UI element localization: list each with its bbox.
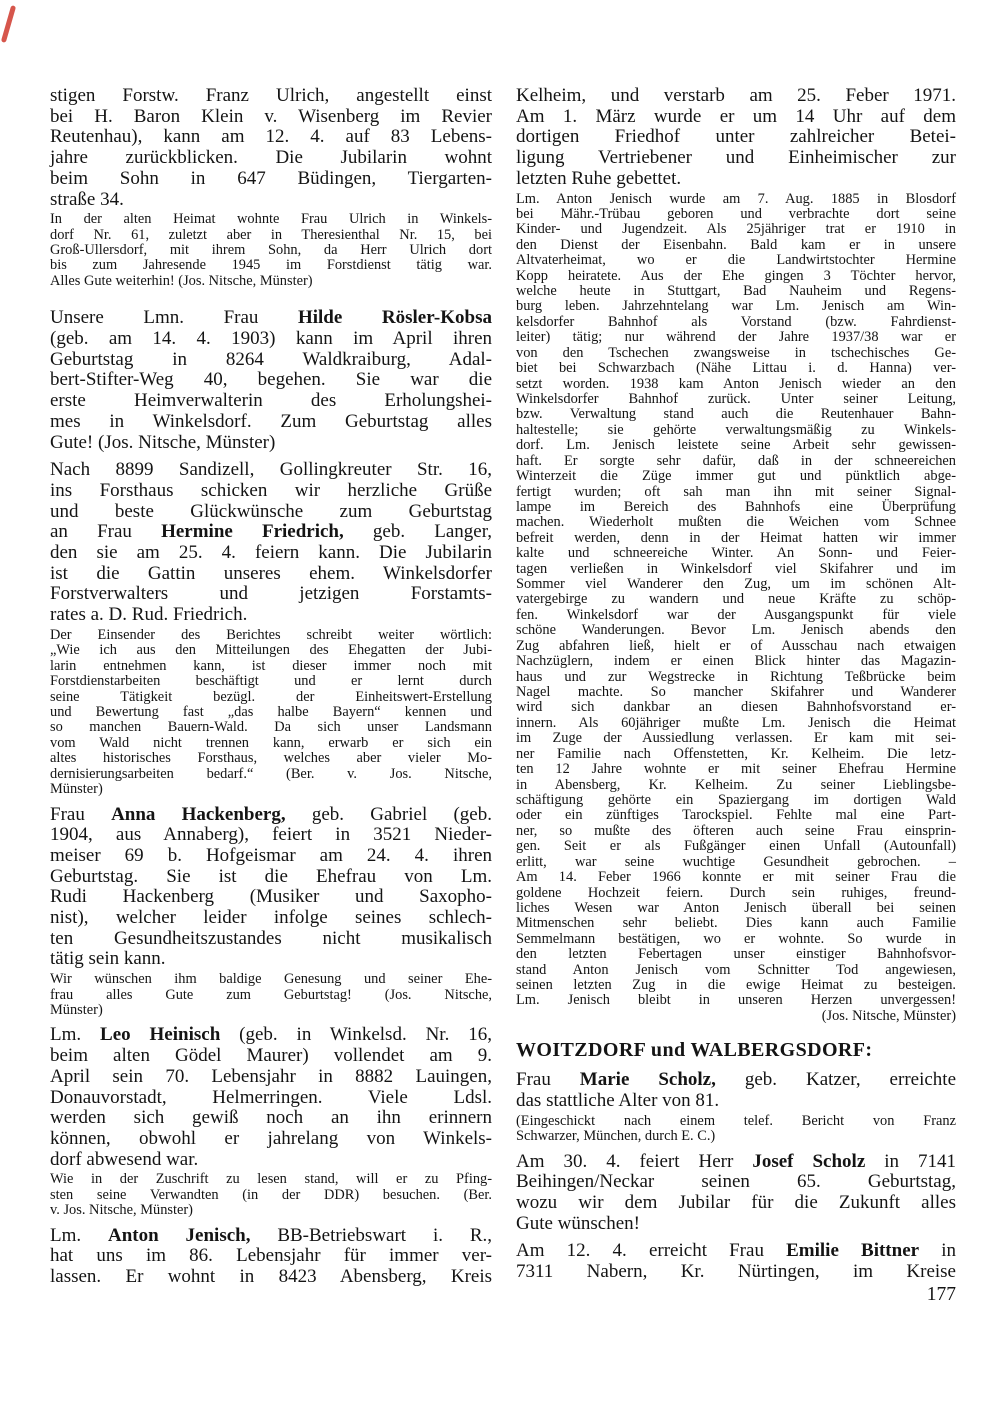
text-line: wozu wir dem Jubilar für die Zukunft alles	[516, 1191, 956, 1213]
text-line: schäftigung gehörte ein Spaziergang im dortigen Wald	[516, 791, 956, 808]
text-line: 7311 Nabern, Kr. Nürtingen, im Kreise	[516, 1261, 956, 1283]
text-line: Kelheim, und verstarb am 25. Feber 1971.	[516, 85, 956, 106]
text-line: mes in Winkelsdorf. Zum Geburtstag alles	[50, 410, 492, 432]
text-line: bis zum Jahresende 1945 im Forstdienst tätig war.	[50, 257, 492, 274]
text-line: tagen verließen in Winkelsdorf viel Skifahrer und im	[516, 560, 956, 577]
ulrich-note-fineprint	[50, 212, 492, 289]
text-line: ligung Vertriebener und Einheimischer zur	[516, 147, 956, 169]
text-line: befreit werden, denn in der Heimat hatten wir immer	[516, 529, 956, 546]
text-line: ner Familie nach Offenstetten, Kr. Kelheim. Die letz-	[516, 745, 956, 762]
text-line: machen. Wiederholt mußten die Weichen vom Schnee	[516, 514, 956, 531]
text-line: schöne Wanderungen. Bevor Lm. Jenisch abends den	[516, 622, 956, 639]
scholz-note-fineprint	[516, 1114, 956, 1145]
text-line: im Zuge der Aussiedlung verlassen. Er kam mit sei-	[516, 730, 956, 747]
text-line: v. Jos. Nitsche, Münster)	[50, 1202, 193, 1219]
text-line: Wir wünschen ihm baldige Genesung und seiner Ehe-	[50, 971, 492, 988]
josef-scholz-birthday-item	[516, 1152, 956, 1235]
hackenberg-birthday-item	[50, 805, 492, 971]
text-line: Rudi Hackenberg (Musiker und Saxopho-	[50, 886, 492, 908]
section-heading-woitzdorf	[516, 1038, 956, 1063]
text-line: Alles Gute weiterhin! (Jos. Nitsche, Münster)	[50, 272, 313, 289]
text-line: von den Tschechen zwangsweise in tschechisches Ge-	[516, 344, 956, 361]
text-line: Gute! (Jos. Nitsche, Münster)	[50, 431, 276, 453]
text-line: (geb. am 14. 4. 1903) kann im April ihren	[50, 328, 492, 350]
text-line: lampe im Bereich des Bahnhofs eine Überprüfung	[516, 498, 956, 515]
text-line: ner, so mußte des öfteren auch seine Frau einsprin-	[516, 822, 956, 839]
text-line: jahre zurückblicken. Die Jubilarin wohnt	[50, 147, 492, 169]
text-line: dorf. Lm. Jenisch leistete seine Arbeit sehr gewissen-	[516, 437, 956, 454]
text-line: Der Einsender des Berichtes schreibt weiter wörtlich:	[50, 626, 492, 643]
text-line: ten Gesundheitszustandes nicht musikalisch	[50, 927, 492, 949]
text-line: fen. Winkelsdorf war der Ausgangspunkt für viele	[516, 606, 956, 623]
heinisch-birthday-item	[50, 1025, 492, 1170]
text-line: Donauvorstadt, Helmerringen. Viele Ldsl.	[50, 1086, 492, 1108]
text-line: Lm. Jenisch bleibt in unseren Herzen unvergessen!	[516, 992, 956, 1009]
text-line: burg leben. Jahrzehntelang war Lm. Jenisch am Win-	[516, 298, 956, 315]
text-line: straße 34.	[50, 188, 124, 210]
text-line: stand Anton Jenisch vom Schnitter Tod angewiesen,	[516, 961, 956, 978]
heinisch-note-fineprint	[50, 1172, 492, 1218]
text-line: 1904, aus Annaberg), feiert in 3521 Nieder-	[50, 824, 492, 846]
text-line: welche heute in Stuttgart, Bad Nauheim und Regens-	[516, 283, 956, 300]
text-line: Gute wünschen!	[516, 1212, 640, 1234]
text-line: vom Wald nicht trennen kann, erwarb er sich ein	[50, 734, 492, 751]
text-line: sten seine Verwandten (in der DDR) besuchen. (Ber.	[50, 1186, 492, 1203]
text-line: vatergebirge zu wandern und neue Kräfte zu schöp-	[516, 591, 956, 608]
text-line: haltestelle; sie gehörte verwaltungsmäßig zu Winkels-	[516, 421, 956, 438]
text-line: kelsdorfer Bahnhof als Vorstand (bzw. Fahrdienst-	[516, 313, 956, 330]
text-line: fertigt wurden; oft sah man ihn mit seiner Signal-	[516, 483, 956, 500]
text-line: setzt worden. 1938 kam Anton Jenisch wieder an den	[516, 375, 956, 392]
text-line: ten 12 Jahre wohnte er mit seiner Ehefrau Hermine	[516, 761, 956, 778]
text-line: an Frau Hermine Friedrich, geb. Langer,	[50, 521, 493, 543]
page-number: 177	[926, 1284, 956, 1305]
text-line: haus und zur Wegstrecke in Richtung Teßbrücke beim	[516, 668, 956, 685]
text-line: Reutenhau), kann am 12. 4. auf 83 Lebens-	[50, 126, 492, 148]
text-line: Am 14. Feber 1966 konnte er mit seiner Frau die	[516, 869, 956, 886]
text-line: kalte und schneereiche Winter. An Sonn- und Feier-	[516, 545, 956, 562]
ulrich-anniversary-item	[50, 86, 492, 210]
text-line: stigen Forstw. Franz Ulrich, angestellt einst	[50, 85, 492, 106]
red-pen-mark	[1, 5, 16, 43]
text-line: das stattliche Alter von 81.	[516, 1090, 720, 1111]
text-line: bei Mähr.-Trübau geboren und verbrachte dort seine	[516, 205, 956, 222]
text-line: Unsere Lmn. Frau Hilde Rösler-Kobsa	[50, 307, 492, 329]
text-line: April sein 70. Lebensjahr in 8882 Lauingen,	[50, 1065, 492, 1087]
text-line: frau alles Gute zum Geburtstag! (Jos. Nitsche,	[50, 986, 492, 1003]
text-line: tätig sein kann.	[50, 948, 166, 970]
text-line: leiter) tätig; nur während der Jahre 1937/38 war er	[516, 329, 956, 346]
text-line: bei H. Baron Klein v. Wisenberg im Revier	[50, 105, 492, 127]
text-line: Münster)	[50, 1001, 103, 1018]
text-line: Nach 8899 Sandizell, Gollingkreuter Str. 16,	[50, 459, 492, 481]
text-line: dorf abwesend war.	[50, 1148, 199, 1170]
bittner-birthday-item	[516, 1241, 956, 1282]
text-line: Semmelmann bestätigen, wo er wohnte. So wurde in	[516, 930, 956, 947]
text-line: Kinder- und Jugendzeit. Als 25jähriger trat er 1910 in	[516, 221, 956, 238]
text-line: Lm. Anton Jenisch, BB-Betriebswart i. R.,	[50, 1224, 492, 1246]
text-line: den letzten Febertagen unser einstiger Bahnhofsvor-	[516, 946, 956, 963]
jenisch-obituary-continued	[516, 86, 956, 190]
text-line: rates a. D. Rud. Friedrich.	[50, 604, 248, 626]
text-line: seine Tätigkeit bezügl. der Einheitswert-Erstellung	[50, 688, 492, 705]
text-line: oder ein zünftiges Tarockspiel. Fehlte mal eine Part-	[516, 807, 956, 824]
text-line: dortigen Friedhof unter zahlreicher Betei-	[516, 126, 956, 148]
text-line: Am 12. 4. erreicht Frau Emilie Bittner in	[516, 1240, 957, 1262]
text-line: so manchen Bauern-Wald. Da sich unser Landsmann	[50, 719, 492, 736]
text-line: dernisierungsarbeiten bedarf.“ (Ber. v. Jos. Nitsche,	[50, 765, 492, 782]
text-line: (Eingeschickt nach einem telef. Bericht von Franz	[516, 1112, 956, 1129]
jenisch-obituary-start	[50, 1226, 492, 1288]
text-line: Wie in der Zuschrift zu lesen stand, will er zu Pfing-	[50, 1171, 492, 1188]
text-line: Mitmenschen sehr beliebt. Dies kann auch Familie	[516, 915, 956, 932]
text-line: altes historisches Forsthaus, welches aber vieler Mo-	[50, 750, 492, 767]
text-line: bzw. Verwaltung stand auch die Reutenhauer Bahn-	[516, 406, 956, 423]
friedrich-birthday-item	[50, 460, 492, 626]
text-line: lassen. Er wohnt in 8423 Abensberg, Kreis	[50, 1266, 492, 1287]
text-line: Altvaterheimat, wo er die Landwirtstochter Hermine	[516, 252, 956, 269]
text-line: (Jos. Nitsche, Münster)	[821, 1007, 956, 1024]
text-line: Kopp heiratete. Aus der Ehe gingen 3 Töchter hervor,	[516, 267, 956, 284]
text-line: larin entnehmen kann, ist dieser immer noch mit	[50, 657, 492, 674]
text-line: werden sich gewiß noch an ihn erinnern	[50, 1107, 492, 1129]
text-line: erste Heimverwalterin des Erholungshei-	[50, 390, 492, 412]
text-line: bert-Stifter-Weg 40, begehen. Sie war die	[50, 369, 492, 391]
roesler-kobsa-birthday-item	[50, 308, 492, 453]
text-line: wird sich dankbar an diesen Bahnhofsvorstand er-	[516, 699, 956, 716]
text-line: Groß-Ullersdorf, mit ihrem Sohn, da Herr Ulrich dort	[50, 242, 492, 259]
text-line: dorf Nr. 61, zuletzt aber in Theresienthal Nr. 15, bei	[50, 226, 492, 243]
text-line: Am 30. 4. feiert Herr Josef Scholz in 7141	[516, 1150, 957, 1172]
text-line: beim alten Gödel Maurer) vollendet am 9.	[50, 1045, 492, 1067]
left-column	[50, 86, 492, 1288]
text-line: erlitt, war seine wuchtige Gesundheit gebrochen. –	[516, 853, 956, 870]
text-line: meiser 69 b. Hofgeismar am 24. 4. ihren	[50, 844, 492, 866]
text-line: biet bei Schwarzbach (Nähe Littau i. d. Hanna) ver-	[516, 360, 956, 377]
text-line: Geburtstag. Sie ist die Ehefrau von Lm.	[50, 865, 492, 887]
text-line: und Bewertung fast „das halbe Bayern“ kennen und	[50, 703, 492, 720]
text-line: gen. Seit er als Fußgänger einen Unfall (Autounfall)	[516, 838, 956, 855]
text-line: Winkelsdorfer Bahnhof zurück. Unter seiner Leitung,	[516, 391, 956, 407]
hackenberg-note-fineprint	[50, 972, 492, 1018]
text-line: Winterzeit die Züge immer gut und pünktlich abge-	[516, 468, 956, 485]
text-line: hat uns im 86. Lebensjahr für immer ver-	[50, 1245, 492, 1267]
text-line: goldene Hochzeit feiern. Durch sein ruhiges, freund-	[516, 884, 956, 901]
text-line: „Wie ich aus den Mitteilungen des Ehegatten der Jubi-	[50, 642, 492, 659]
text-line: WOITZDORF und WALBERGSDORF:	[516, 1039, 873, 1062]
text-line: Forstdienstarbeiten beschäftigt und er lernt durch	[50, 673, 492, 690]
text-line: Schwarzer, München, durch E. C.)	[516, 1128, 716, 1145]
text-line: Beihingen/Neckar seinen 65. Geburtstag,	[516, 1171, 956, 1193]
text-line: seinen letzten Zug in die ewige Heimat zu besteigen.	[516, 977, 956, 994]
marie-scholz-item	[516, 1070, 956, 1111]
text-line: Lm. Leo Heinisch (geb. in Winkelsd. Nr. 16,	[50, 1024, 492, 1046]
text-line: In der alten Heimat wohnte Frau Ulrich in Winkels-	[50, 211, 492, 228]
text-line: ist die Gattin unseres ehem. Winkelsdorfer	[50, 562, 492, 584]
text-line: Lm. Anton Jenisch wurde am 7. Aug. 1885 in Blosdorf	[516, 190, 956, 207]
text-line: und beste Glückwünsche zum Geburtstag	[50, 500, 492, 522]
text-line: nist), welcher leider infolge seines schlech-	[50, 907, 492, 929]
text-line: Nachzüglern, indem er einen Blick hinter das Magazin-	[516, 653, 956, 670]
text-line: Am 1. März wurde er um 14 Uhr auf dem	[516, 105, 956, 127]
text-line: den Dienst der Eisenbahn. Bald kam er in unsere	[516, 236, 956, 253]
text-line: Nagel machte. So mancher Skifahrer und Wanderer	[516, 684, 956, 701]
text-line: innern. Als 60jähriger mußte Lm. Jenisch die Heimat	[516, 714, 956, 731]
text-line: in Abensberg, Kr. Kelheim. Zu seiner Lieblingsbe-	[516, 776, 956, 793]
friedrich-note-fineprint	[50, 628, 492, 798]
text-line: Geburtstag in 8264 Waldkraiburg, Adal-	[50, 348, 492, 370]
right-column	[516, 86, 956, 1283]
text-line: letzten Ruhe gebettet.	[516, 167, 682, 189]
text-line: den sie am 25. 4. feiern kann. Die Jubilarin	[50, 542, 492, 564]
text-line: liches Wesen war Anton Jenisch überall bei seinen	[516, 899, 956, 916]
text-line: Frau Anna Hackenberg, geb. Gabriel (geb.	[50, 803, 492, 825]
text-line: Forstverwalters und jetzigen Forstamts-	[50, 583, 492, 605]
text-line: beim Sohn in 647 Büdingen, Tiergarten-	[50, 167, 492, 189]
jenisch-biography-fineprint	[516, 192, 956, 1025]
text-line: haft. Er sorgte sehr dafür, daß in der schneereichen	[516, 452, 956, 469]
text-line: Münster)	[50, 781, 103, 798]
text-line: Frau Marie Scholz, geb. Katzer, erreichte	[516, 1069, 957, 1091]
text-line: Sommer viel Wanderer den Zug, um im schönen Alt-	[516, 576, 956, 593]
text-line: Zug abfahren ließ, hielt er of Ausschau nach etwaigen	[516, 637, 956, 654]
text-line: können, obwohl er jahrelang von Winkels-	[50, 1127, 492, 1149]
text-line: ins Forsthaus schicken wir herzliche Grüße	[50, 479, 492, 501]
